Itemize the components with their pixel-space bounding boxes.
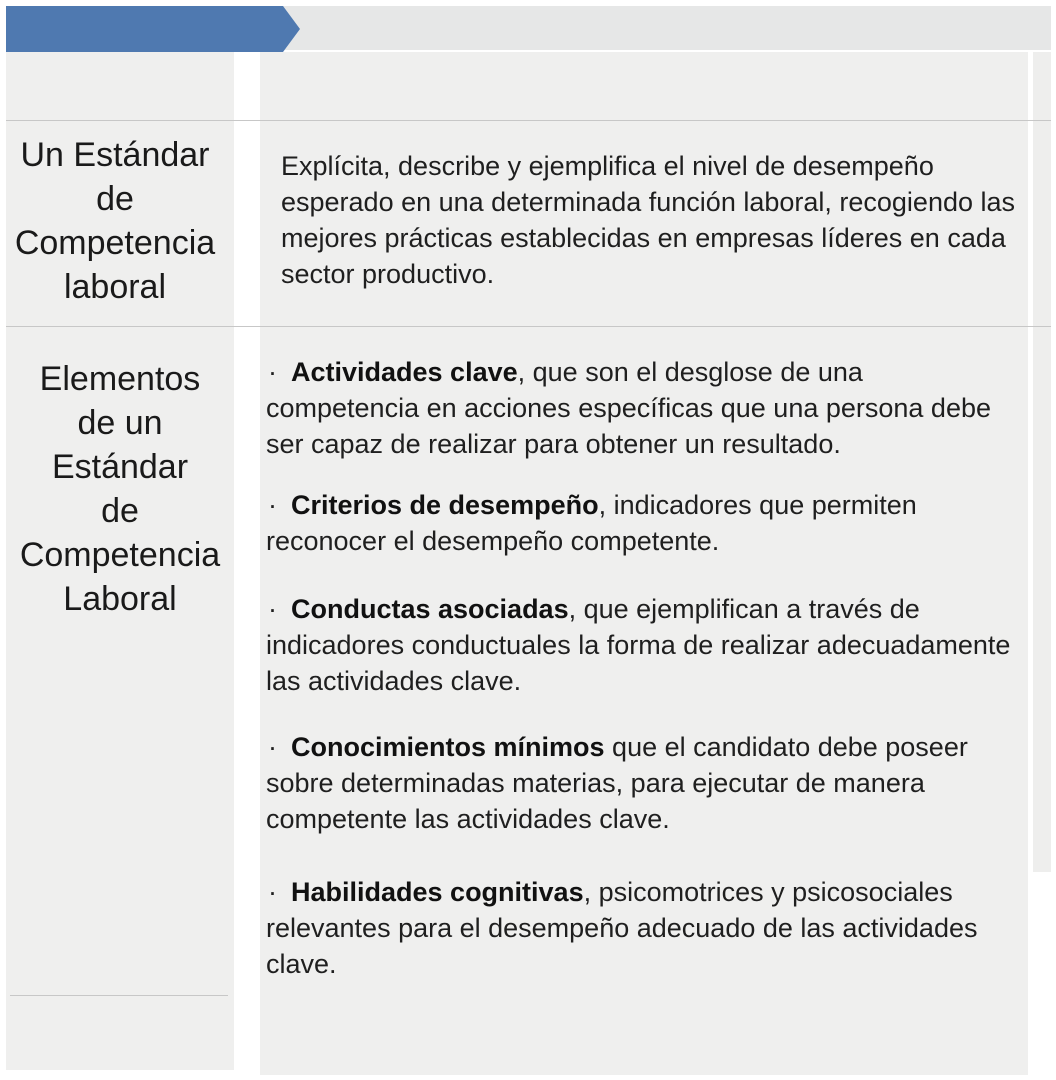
list-item-title: Criterios de desempeño <box>291 490 599 520</box>
bullet-icon: · <box>268 357 277 387</box>
table-divider <box>10 995 228 996</box>
bullet-icon: · <box>268 490 277 520</box>
list-item-title: Conductas asociadas <box>291 594 569 624</box>
list-item-title: Actividades clave <box>291 357 518 387</box>
list-item-text: que el candidato debe poseer sobre determinadas materias, para ejecutar de manera competente las actividades clave. <box>266 732 968 834</box>
list-item-text: , psicomotrices y psicosociales relevantes para el desempeño adecuado de las actividades clave. <box>266 877 978 979</box>
list-item <box>266 487 1016 559</box>
list-item-text: , que son el desglose de una competencia en acciones específicas que una persona debe ser capaz de realizar para obtener un resultado. <box>266 357 991 459</box>
list-item-title: Conocimientos mínimos <box>291 732 605 762</box>
list-item <box>266 874 1016 982</box>
bullet-icon: · <box>268 877 277 907</box>
bullet-icon: · <box>268 732 277 762</box>
header-arrow-accent <box>6 6 300 52</box>
term-cell-elements: Elementos de un Estándar de Competencia Laboral <box>19 360 221 618</box>
list-item-title: Habilidades cognitivas <box>291 877 584 907</box>
list-item-text: , indicadores que permiten reconocer el desempeño competente. <box>266 490 917 556</box>
list-item <box>266 729 1016 837</box>
list-item-text: , que ejemplifican a través de indicadores conductuales la forma de realizar adecuadamente las actividades clave. <box>266 594 1011 696</box>
right-edge-stripe <box>1033 52 1051 872</box>
term-cell-standard: Un Estándar de Competencia laboral <box>14 136 216 306</box>
table-divider <box>6 326 1051 327</box>
definition-cell: Explícita, describe y ejemplifica el nivel de desempeño esperado en una determinada función laboral, recogiendo las mejores prácticas establecidas en empresas líderes en cada sector productivo. <box>281 151 1016 289</box>
table-divider <box>6 120 1051 121</box>
list-item <box>266 354 1016 462</box>
bullet-icon: · <box>268 594 277 624</box>
list-item <box>266 591 1016 699</box>
